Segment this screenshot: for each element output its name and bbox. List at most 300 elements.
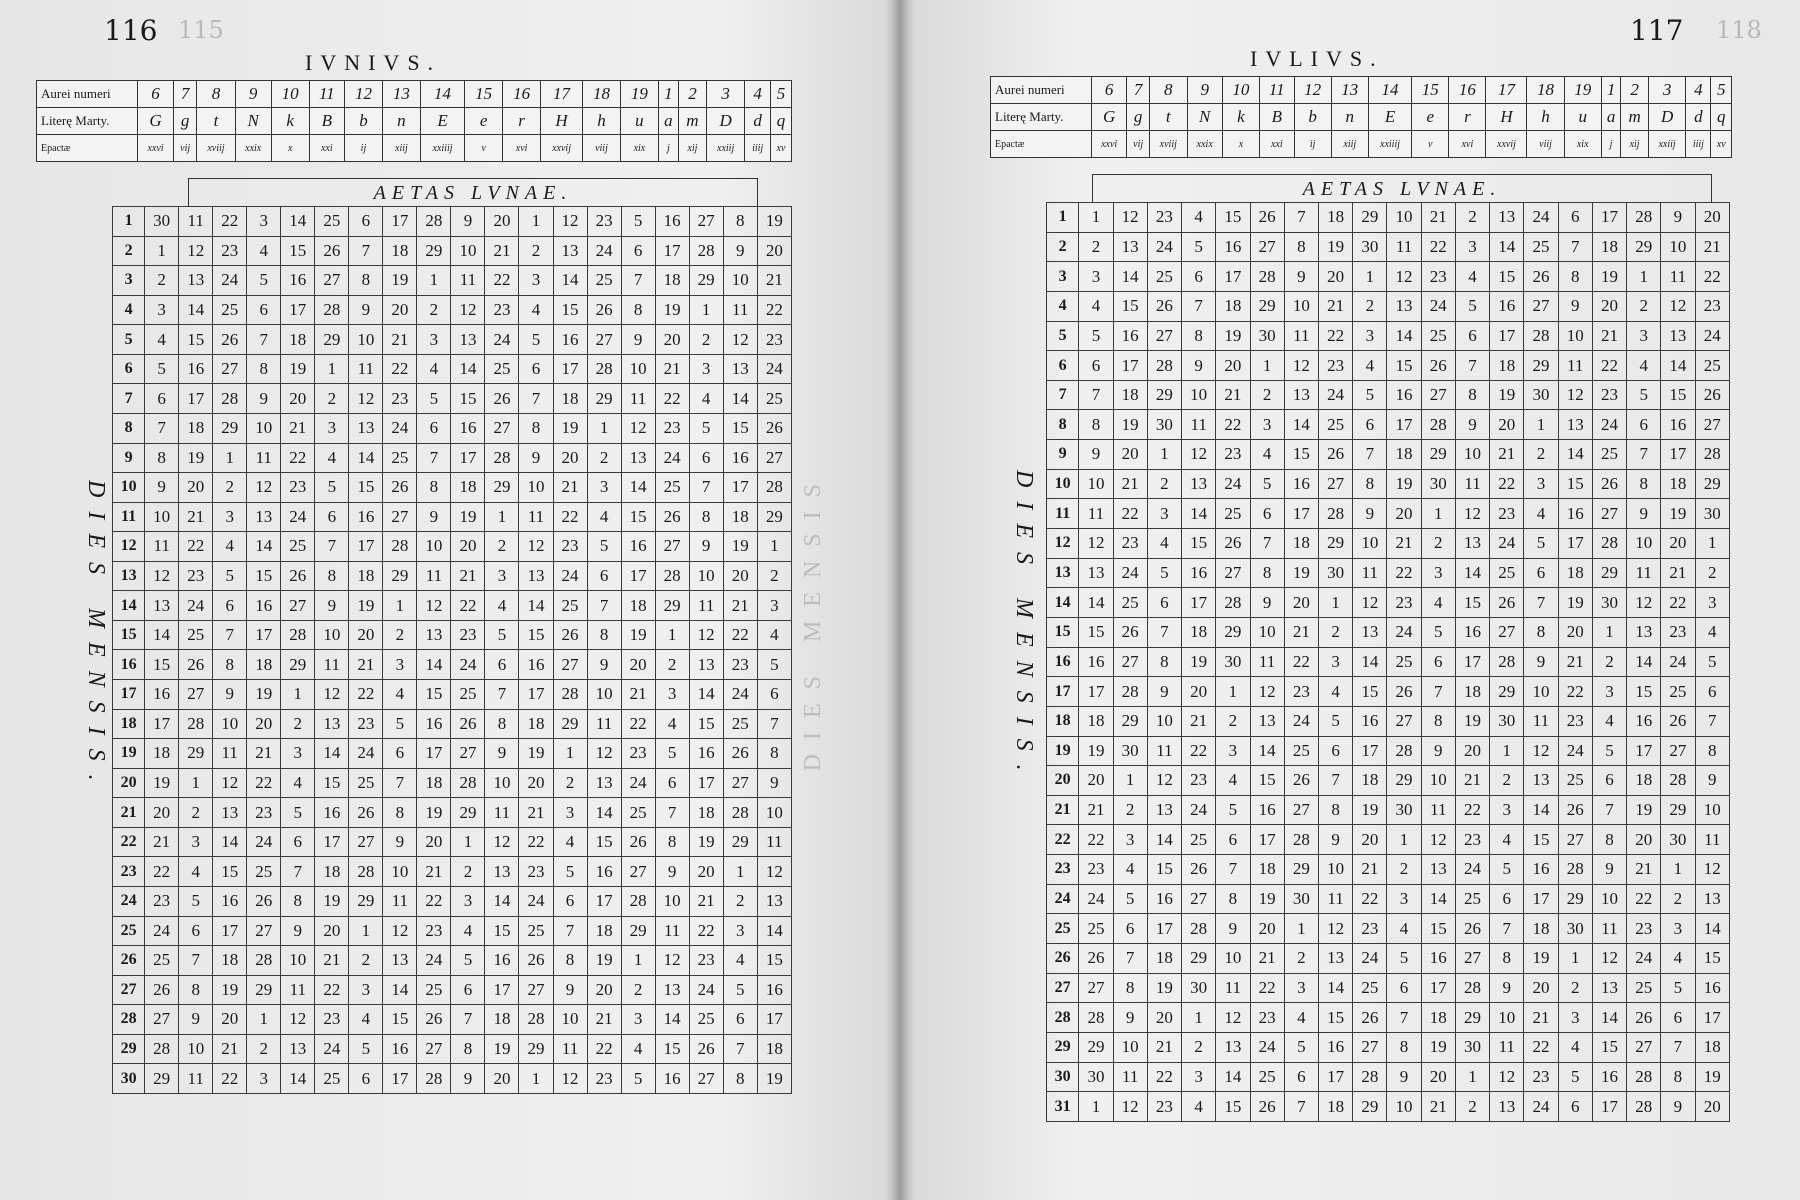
lunar-age-cell: 6 <box>1079 351 1113 381</box>
lunar-age-cell: 19 <box>451 502 485 532</box>
lunar-age-cell: 29 <box>1353 203 1387 233</box>
lunar-age-cell: 24 <box>553 561 587 591</box>
lunar-age-cell: 12 <box>485 827 519 857</box>
lunar-age-cell: 15 <box>1558 469 1592 499</box>
lunar-age-cell: 11 <box>145 532 179 562</box>
litere-cell: u <box>620 108 658 135</box>
lunar-age-cell: 5 <box>1216 795 1250 825</box>
lunar-age-cell: 16 <box>621 532 655 562</box>
lunar-age-cell: 6 <box>315 502 349 532</box>
lunar-age-cell: 20 <box>1490 410 1524 440</box>
lunar-age-cell: 15 <box>1182 529 1216 559</box>
lunar-age-cell: 26 <box>1250 203 1284 233</box>
lunar-age-cell: 7 <box>1695 706 1729 736</box>
lunar-age-cell: 11 <box>383 886 417 916</box>
lunar-age-cell: 21 <box>1284 617 1318 647</box>
table-row <box>1047 469 1730 499</box>
lunar-age-cell: 9 <box>655 857 689 887</box>
lunar-age-cell: 6 <box>1421 647 1455 677</box>
lunar-age-cell: 22 <box>1524 1032 1558 1062</box>
lunar-age-cell: 10 <box>315 620 349 650</box>
lunar-age-cell: 18 <box>655 266 689 296</box>
lunar-age-cell: 20 <box>1524 973 1558 1003</box>
lunar-age-cell: 9 <box>1455 410 1489 440</box>
lunar-age-cell: 28 <box>1558 855 1592 885</box>
lunar-age-cell: 1 <box>519 1064 553 1094</box>
lunar-age-cell: 30 <box>1284 884 1318 914</box>
lunar-age-cell: 24 <box>1284 706 1318 736</box>
lunar-age-cell: 29 <box>757 502 791 532</box>
lunar-age-cell: 16 <box>383 1034 417 1064</box>
lunar-age-cell: 2 <box>1284 944 1318 974</box>
litere-cell: d <box>745 108 771 135</box>
table-row <box>1047 1092 1730 1122</box>
lunar-age-cell: 2 <box>723 886 757 916</box>
lunar-age-cell: 28 <box>1455 973 1489 1003</box>
lunar-age-cell: 26 <box>213 325 247 355</box>
lunar-age-cell: 17 <box>1592 203 1626 233</box>
lunar-age-cell: 5 <box>315 473 349 503</box>
day-of-month-cell: 20 <box>113 768 145 798</box>
aurei-cell: 10 <box>1222 77 1259 104</box>
lunar-age-cell: 7 <box>145 413 179 443</box>
lunar-age-cell: 4 <box>1455 262 1489 292</box>
lunar-age-cell: 19 <box>315 886 349 916</box>
lunar-age-cell: 10 <box>485 768 519 798</box>
lunar-age-cell: 18 <box>1318 1092 1352 1122</box>
lunar-age-cell: 1 <box>1387 825 1421 855</box>
aurei-cell: 18 <box>583 81 621 108</box>
lunar-age-cell: 11 <box>179 207 213 237</box>
table-row <box>113 768 792 798</box>
lunar-age-cell: 25 <box>1455 884 1489 914</box>
lunar-age-cell: 23 <box>1558 706 1592 736</box>
lunar-age-cell: 19 <box>1592 262 1626 292</box>
lunar-age-cell: 30 <box>1455 1032 1489 1062</box>
day-of-month-cell: 1 <box>113 207 145 237</box>
lunar-age-cell: 10 <box>723 266 757 296</box>
lunar-age-cell: 10 <box>1387 203 1421 233</box>
lunar-age-cell: 2 <box>1592 647 1626 677</box>
lunar-age-cell: 26 <box>1147 291 1181 321</box>
epacte-cell: xxvi <box>138 135 174 162</box>
lunar-age-cell: 13 <box>179 266 213 296</box>
lunar-age-cell: 19 <box>689 827 723 857</box>
lunar-age-cell: 24 <box>519 886 553 916</box>
lunar-age-cell: 17 <box>655 236 689 266</box>
day-of-month-cell: 27 <box>1047 973 1079 1003</box>
lunar-age-cell: 27 <box>1661 736 1695 766</box>
page-number: 117 <box>1630 14 1684 47</box>
lunar-age-cell: 22 <box>1353 884 1387 914</box>
table-row <box>1047 1062 1730 1092</box>
day-of-month-cell: 1 <box>1047 203 1079 233</box>
lunar-age-cell: 4 <box>1421 588 1455 618</box>
litere-cell: q <box>1711 104 1732 131</box>
lunar-age-cell: 16 <box>1455 617 1489 647</box>
lunar-age-cell: 3 <box>655 680 689 710</box>
lunar-age-cell: 10 <box>1695 795 1729 825</box>
table-row <box>1047 795 1730 825</box>
lunar-age-cell: 13 <box>1592 973 1626 1003</box>
lunar-age-cell: 20 <box>281 384 315 414</box>
lunar-age-cell: 4 <box>281 768 315 798</box>
lunar-age-cell: 25 <box>1661 677 1695 707</box>
epacte-cell: xviij <box>197 135 235 162</box>
lunar-age-cell: 23 <box>587 1064 621 1094</box>
lunar-age-cell: 24 <box>485 325 519 355</box>
lunar-age-cell: 29 <box>1182 944 1216 974</box>
lunar-age-cell: 6 <box>655 768 689 798</box>
aurei-cell: 1 <box>1601 77 1621 104</box>
lunar-age-cell: 13 <box>757 886 791 916</box>
lunar-age-cell: 18 <box>553 384 587 414</box>
day-of-month-cell: 12 <box>113 532 145 562</box>
lunar-age-cell: 2 <box>655 650 689 680</box>
lunar-age-cell: 26 <box>247 886 281 916</box>
lunar-age-cell: 2 <box>1353 291 1387 321</box>
lunar-age-cell: 1 <box>1455 1062 1489 1092</box>
day-of-month-cell: 6 <box>1047 351 1079 381</box>
lunar-age-cell: 24 <box>1627 944 1661 974</box>
lunar-age-cell: 15 <box>1216 1092 1250 1122</box>
lunar-age-cell: 9 <box>1661 203 1695 233</box>
lunar-age-cell: 8 <box>757 739 791 769</box>
lunar-age-cell: 23 <box>383 384 417 414</box>
lunar-age-cell: 13 <box>553 236 587 266</box>
lunar-age-cell: 16 <box>315 798 349 828</box>
lunar-age-cell: 18 <box>519 709 553 739</box>
lunar-age-cell: 15 <box>655 1034 689 1064</box>
lunar-age-cell: 24 <box>1421 291 1455 321</box>
lunar-age-cell: 13 <box>587 768 621 798</box>
lunar-age-cell: 22 <box>315 975 349 1005</box>
table-row <box>1047 1003 1730 1033</box>
lunar-age-cell: 15 <box>1387 351 1421 381</box>
lunar-age-cell: 14 <box>723 384 757 414</box>
lunar-age-cell: 20 <box>179 473 213 503</box>
lunar-age-cell: 3 <box>349 975 383 1005</box>
aurei-cell: 13 <box>1331 77 1368 104</box>
lunar-age-cell: 17 <box>145 709 179 739</box>
lunar-age-cell: 15 <box>689 709 723 739</box>
litere-cell: G <box>138 108 174 135</box>
day-of-month-cell: 8 <box>1047 410 1079 440</box>
lunar-age-cell: 3 <box>451 886 485 916</box>
lunar-age-cell: 27 <box>1250 232 1284 262</box>
lunar-age-cell: 18 <box>179 413 213 443</box>
aurei-cell: 9 <box>1187 77 1222 104</box>
lunar-age-cell: 14 <box>1250 736 1284 766</box>
lunar-age-cell: 11 <box>485 798 519 828</box>
day-of-month-cell: 2 <box>113 236 145 266</box>
aurei-numeri-label: Aurei numeri <box>37 81 138 108</box>
day-of-month-cell: 25 <box>113 916 145 946</box>
lunar-age-cell: 16 <box>655 207 689 237</box>
lunar-age-cell: 25 <box>1182 825 1216 855</box>
lunar-age-cell: 25 <box>281 532 315 562</box>
lunar-age-cell: 20 <box>1387 499 1421 529</box>
lunar-age-cell: 9 <box>1661 1092 1695 1122</box>
table-row <box>113 532 792 562</box>
lunar-age-cell: 25 <box>1421 321 1455 351</box>
lunar-age-cell: 20 <box>1079 766 1113 796</box>
lunar-age-cell: 3 <box>723 916 757 946</box>
lunar-age-cell: 12 <box>417 591 451 621</box>
lunar-age-cell: 25 <box>1695 351 1729 381</box>
lunar-age-cell: 21 <box>621 680 655 710</box>
aurei-cell: 7 <box>1127 77 1150 104</box>
lunar-age-cell: 6 <box>1490 884 1524 914</box>
litere-cell: m <box>678 108 706 135</box>
lunar-age-cell: 8 <box>349 266 383 296</box>
lunar-age-cell: 5 <box>621 207 655 237</box>
table-row <box>1047 262 1730 292</box>
lunar-age-cell: 10 <box>1182 380 1216 410</box>
lunar-age-cell: 7 <box>1284 1092 1318 1122</box>
lunar-age-cell: 28 <box>417 1064 451 1094</box>
lunar-age-cell: 28 <box>349 857 383 887</box>
lunar-age-cell: 13 <box>1284 380 1318 410</box>
lunar-age-cell: 6 <box>179 916 213 946</box>
lunar-age-cell: 6 <box>349 207 383 237</box>
litere-cell: E <box>420 108 464 135</box>
lunar-age-cell: 10 <box>1387 1092 1421 1122</box>
lunar-age-cell: 8 <box>145 443 179 473</box>
lunar-age-cell: 21 <box>451 561 485 591</box>
epacte-cell: xxiij <box>706 135 744 162</box>
lunar-age-cell: 8 <box>315 561 349 591</box>
litere-martyrologii-row <box>991 104 1732 131</box>
lunar-age-cell: 23 <box>1695 291 1729 321</box>
lunar-age-cell: 29 <box>247 975 281 1005</box>
lunar-age-cell: 16 <box>519 650 553 680</box>
lunar-age-cell: 12 <box>1284 351 1318 381</box>
day-of-month-cell: 21 <box>1047 795 1079 825</box>
lunar-age-cell: 25 <box>485 354 519 384</box>
lunar-age-cell: 3 <box>1421 558 1455 588</box>
table-row <box>113 1034 792 1064</box>
lunar-age-cell: 17 <box>485 975 519 1005</box>
lunar-age-cell: 14 <box>1695 914 1729 944</box>
lunar-age-cell: 22 <box>621 709 655 739</box>
lunar-age-cell: 5 <box>1353 380 1387 410</box>
lunar-age-cell: 10 <box>1079 469 1113 499</box>
lunar-age-cell: 6 <box>1250 499 1284 529</box>
lunar-age-cell: 17 <box>1455 647 1489 677</box>
lunar-age-cell: 17 <box>179 384 213 414</box>
lunar-age-cell: 17 <box>213 916 247 946</box>
lunar-age-cell: 22 <box>451 591 485 621</box>
lunar-age-cell: 22 <box>689 916 723 946</box>
lunar-age-cell: 21 <box>1421 203 1455 233</box>
lunar-age-cell: 12 <box>655 946 689 976</box>
lunar-age-cell: 22 <box>1318 321 1352 351</box>
lunar-age-cell: 8 <box>1455 380 1489 410</box>
lunar-age-cell: 19 <box>145 768 179 798</box>
page-left <box>0 0 890 1200</box>
lunar-age-cell: 29 <box>145 1064 179 1094</box>
lunar-age-cell: 15 <box>1318 1003 1352 1033</box>
lunar-age-cell: 19 <box>1216 321 1250 351</box>
lunar-age-cell: 26 <box>1558 795 1592 825</box>
lunar-age-cell: 16 <box>1079 647 1113 677</box>
lunar-age-cell: 21 <box>383 325 417 355</box>
lunar-age-cell: 15 <box>757 946 791 976</box>
aurei-cell: 11 <box>1260 77 1295 104</box>
lunar-age-cell: 6 <box>213 591 247 621</box>
lunar-age-cell: 11 <box>1695 825 1729 855</box>
lunar-age-cell: 29 <box>1284 855 1318 885</box>
aurei-cell: 3 <box>706 81 744 108</box>
lunar-age-cell: 13 <box>1079 558 1113 588</box>
lunar-age-cell: 5 <box>417 384 451 414</box>
lunar-age-cell: 12 <box>179 236 213 266</box>
lunar-age-cell: 9 <box>1524 647 1558 677</box>
lunar-age-cell: 7 <box>1216 855 1250 885</box>
lunar-age-cell: 24 <box>417 946 451 976</box>
lunar-age-cell: 21 <box>1592 321 1626 351</box>
lunar-age-cell: 15 <box>1661 380 1695 410</box>
lunar-age-cell: 1 <box>451 827 485 857</box>
lunar-age-cell: 22 <box>1558 677 1592 707</box>
epacte-cell: ij <box>344 135 382 162</box>
lunar-age-cell: 1 <box>1695 529 1729 559</box>
lunar-age-cell: 29 <box>1455 1003 1489 1033</box>
lunar-age-cell: 27 <box>655 532 689 562</box>
lunar-age-cell: 22 <box>1216 410 1250 440</box>
lunar-age-cell: 23 <box>1455 825 1489 855</box>
lunar-age-cell: 20 <box>587 975 621 1005</box>
lunar-age-cell: 7 <box>1661 1032 1695 1062</box>
lunar-age-cell: 24 <box>179 591 213 621</box>
epacte-cell: x <box>271 135 309 162</box>
lunar-age-cell: 7 <box>281 857 315 887</box>
lunar-age-cell: 6 <box>145 384 179 414</box>
lunar-age-cell: 3 <box>1661 914 1695 944</box>
lunar-age-cell: 17 <box>1147 914 1181 944</box>
lunar-age-cell: 12 <box>1113 1092 1147 1122</box>
lunar-age-cell: 29 <box>553 709 587 739</box>
lunar-age-cell: 28 <box>1387 736 1421 766</box>
lunar-age-cell: 2 <box>383 620 417 650</box>
lunar-age-cell: 25 <box>1524 232 1558 262</box>
lunar-age-cell: 28 <box>621 886 655 916</box>
lunar-age-cell: 5 <box>1318 706 1352 736</box>
lunar-age-cell: 12 <box>1318 914 1352 944</box>
lunar-age-cell: 4 <box>1387 914 1421 944</box>
lunar-age-cell: 26 <box>553 620 587 650</box>
litere-cell: e <box>1412 104 1449 131</box>
lunar-age-cell: 16 <box>1147 884 1181 914</box>
lunar-age-cell: 14 <box>1353 647 1387 677</box>
lunar-age-cell: 16 <box>553 325 587 355</box>
aurei-cell: 13 <box>382 81 420 108</box>
lunar-age-cell: 10 <box>1661 232 1695 262</box>
lunar-age-cell: 4 <box>1113 855 1147 885</box>
day-of-month-cell: 17 <box>1047 677 1079 707</box>
table-row <box>1047 1032 1730 1062</box>
lunar-age-cell: 4 <box>757 620 791 650</box>
lunar-age-cell: 5 <box>1627 380 1661 410</box>
lunar-age-cell: 30 <box>1250 321 1284 351</box>
lunar-age-cell: 28 <box>553 680 587 710</box>
table-row <box>1047 499 1730 529</box>
lunar-age-cell: 20 <box>349 620 383 650</box>
lunar-age-cell: 25 <box>519 916 553 946</box>
lunar-age-cell: 24 <box>689 975 723 1005</box>
lunar-age-cell: 1 <box>1113 766 1147 796</box>
lunar-age-cell: 24 <box>1490 529 1524 559</box>
lunar-age-cell: 21 <box>213 1034 247 1064</box>
lunar-age-cell: 29 <box>1250 291 1284 321</box>
lunar-age-cell: 25 <box>247 857 281 887</box>
lunar-age-cell: 4 <box>417 354 451 384</box>
lunar-age-cell: 10 <box>1592 884 1626 914</box>
lunar-age-cell: 26 <box>417 1005 451 1035</box>
lunar-age-cell: 28 <box>383 532 417 562</box>
lunar-age-cell: 13 <box>485 857 519 887</box>
aurei-numeri-label: Aurei numeri <box>991 77 1092 104</box>
lunar-age-cell: 21 <box>1250 944 1284 974</box>
lunar-age-cell: 28 <box>1524 321 1558 351</box>
lunar-age-cell: 23 <box>723 650 757 680</box>
lunar-age-cell: 5 <box>1113 884 1147 914</box>
lunar-age-cell: 8 <box>723 207 757 237</box>
day-of-month-cell: 16 <box>113 650 145 680</box>
lunar-age-cell: 22 <box>417 886 451 916</box>
lunar-age-cell: 5 <box>1250 469 1284 499</box>
lunar-age-cell: 15 <box>145 650 179 680</box>
lunar-age-cell: 20 <box>213 1005 247 1035</box>
lunar-age-cell: 5 <box>757 650 791 680</box>
lunar-age-cell: 22 <box>1695 262 1729 292</box>
aurei-cell: 15 <box>1412 77 1449 104</box>
lunar-age-cell: 16 <box>757 975 791 1005</box>
lunar-age-cell: 7 <box>1490 914 1524 944</box>
lunar-age-cell: 23 <box>757 325 791 355</box>
lunar-age-cell: 8 <box>1695 736 1729 766</box>
lunar-age-cell: 19 <box>1524 944 1558 974</box>
lunar-age-cell: 25 <box>349 768 383 798</box>
lunar-age-cell: 11 <box>1455 469 1489 499</box>
lunar-age-cell: 7 <box>349 236 383 266</box>
lunar-age-cell: 9 <box>383 827 417 857</box>
lunar-age-cell: 2 <box>213 473 247 503</box>
lunar-age-cell: 9 <box>689 532 723 562</box>
aetas-lunae-heading: AETAS LVNAE. <box>1092 174 1712 203</box>
lunar-age-cell: 10 <box>1524 677 1558 707</box>
lunar-age-cell: 3 <box>1353 321 1387 351</box>
lunar-age-cell: 10 <box>179 1034 213 1064</box>
lunar-age-cell: 3 <box>621 1005 655 1035</box>
lunar-age-cell: 29 <box>179 739 213 769</box>
lunar-age-cell: 13 <box>213 798 247 828</box>
lunar-age-cell: 7 <box>179 946 213 976</box>
lunar-age-cell: 3 <box>587 473 621 503</box>
lunar-age-cell: 2 <box>1182 1032 1216 1062</box>
lunar-age-cell: 23 <box>1318 351 1352 381</box>
lunar-age-cell: 12 <box>621 413 655 443</box>
lunar-age-cell: 24 <box>1216 469 1250 499</box>
lunar-age-cell: 19 <box>1387 469 1421 499</box>
day-of-month-cell: 7 <box>113 384 145 414</box>
lunar-age-cell: 18 <box>1182 617 1216 647</box>
lunar-age-cell: 30 <box>1113 736 1147 766</box>
lunar-age-cell: 8 <box>723 1064 757 1094</box>
lunar-age-cell: 25 <box>1318 410 1352 440</box>
lunar-age-cell: 4 <box>519 295 553 325</box>
